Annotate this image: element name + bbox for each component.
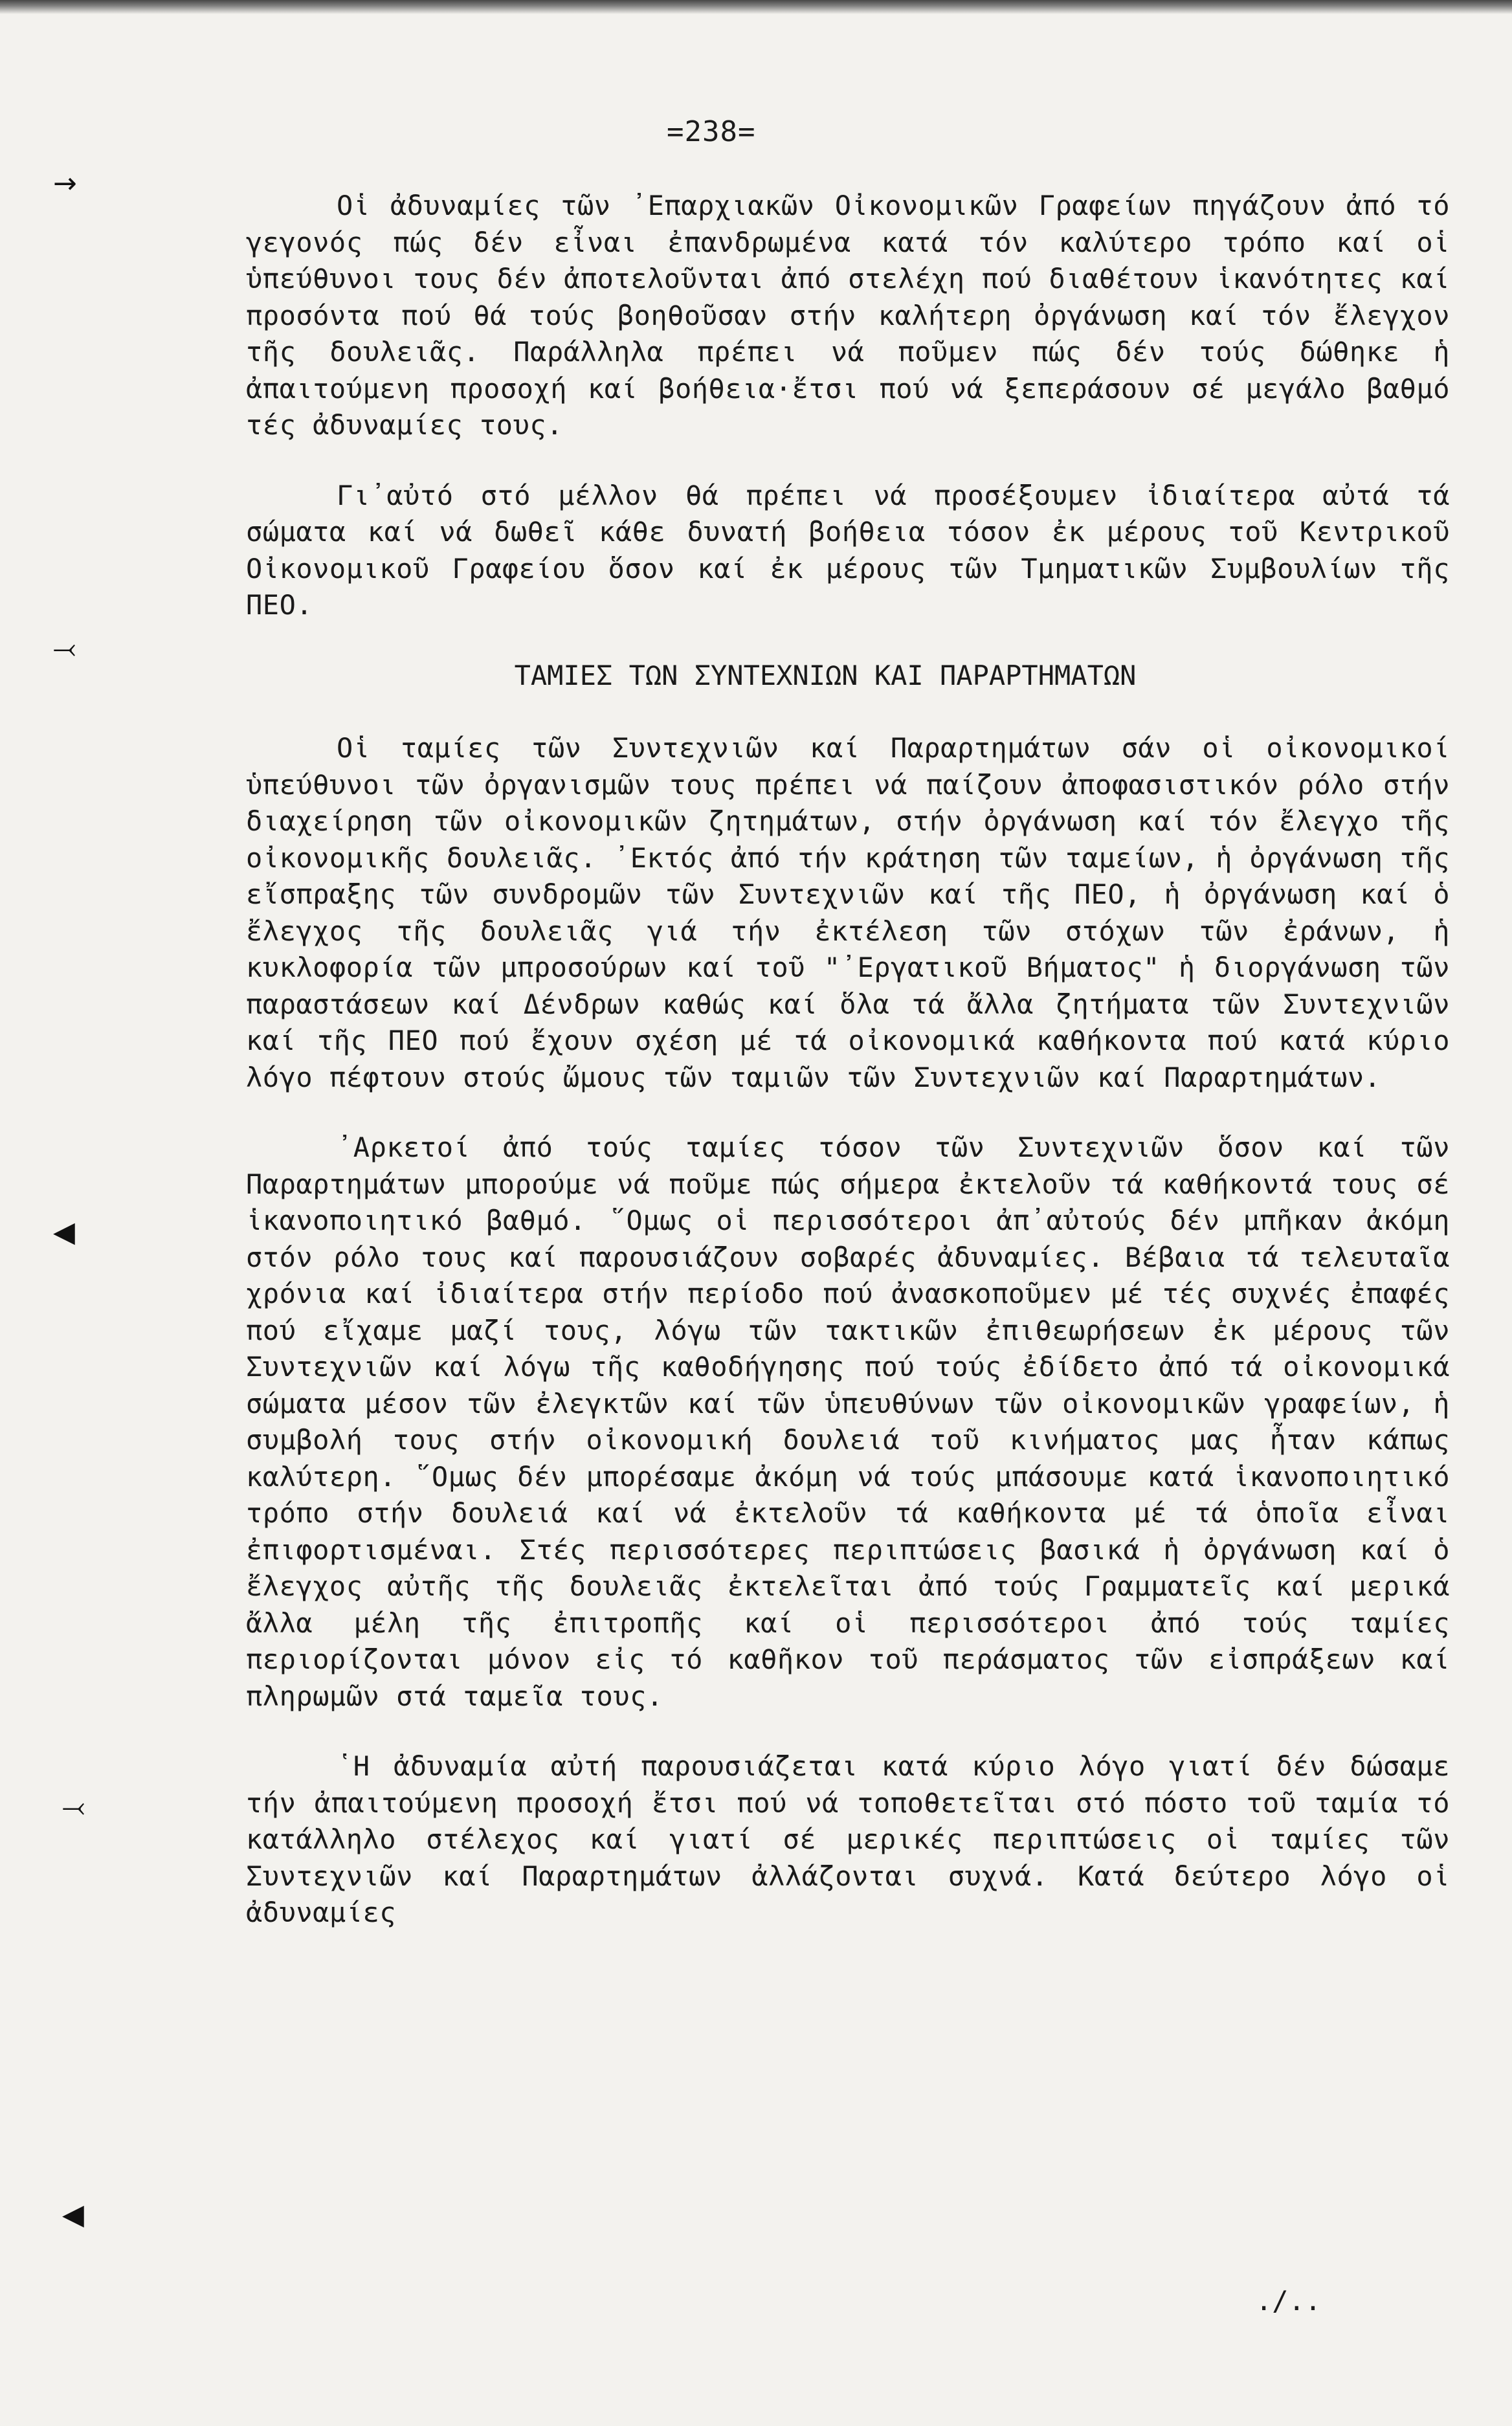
continuation-mark: ./..	[1256, 2285, 1322, 2317]
paragraph: Οἱ ἀδυναμίες τῶν ᾿Επαρχιακῶν Οἰκονομικῶν Γραφείων πηγάζουν ἀπό τό γεγονός πώς δέν εἶναι ἐπανδρωμένα κατά τόν καλύτερο τρόπο καί οἱ ὑπεύθυνοι τους δέν ἀποτελοῦνται ἀπό στελέχη πού διαθέτουν ἱκανότητες καί προσόντα πού θά τούς βοηθοῦσαν στήν καλήτερη ὀργάνωση καί τόν ἔλεγχον τῆς δουλειᾶς. Παράλληλα πρέπει νά ποῦμεν πώς δέν τούς δώθηκε ἡ ἀπαιτούμενη προσοχή καί βοήθεια·ἔτσι πού νά ξεπεράσουν σέ μεγάλο βαθμό τές ἀδυναμίες τους.	[246, 190, 1450, 441]
section-heading: ΤΑΜΙΕΣ ΤΩΝ ΣΥΝΤΕΧΝΙΩΝ ΚΑΙ ΠΑΡΑΡΤΗΜΑΤΩΝ	[514, 659, 1137, 691]
margin-mark-blot: ◀	[53, 1216, 75, 1249]
margin-mark-tick: ⤙	[53, 632, 76, 665]
paragraph: Γι᾿αὐτό στό μέλλον θά πρέπει νά προσέξουμεν ἰδιαίτερα αὐτά τά σώματα καί νά δωθεῖ κάθε δυνατή βοήθεια τόσον ἐκ μέρους τοῦ Κεντρικοῦ Οἰκονομικοῦ Γραφείου ὅσον καί ἐκ μέρους τῶν Τμηματικῶν Συμβουλίων τῆς ΠΕΟ.	[246, 479, 1450, 621]
document-body	[246, 188, 1450, 1965]
margin-mark-arrow: →	[53, 167, 77, 200]
paragraph: ῾Η ἀδυναμία αὐτή παρουσιάζεται κατά κύριο λόγο γιατί δέν δώσαμε τήν ἀπαιτούμενη προσοχή ἔτσι πού νά τοποθετεῖται στό πόστο τοῦ ταμία τό κατάλληλο στέλεχος καί γιατί σέ μερικές περιπτώσεις οἱ ταμίες τῶν Συντεχνιῶν καί Παραρτημάτων ἀλλάζονται συχνά. Κατά δεύτερο λόγο οἱ ἀδυναμίες	[246, 1750, 1450, 1928]
scan-top-edge	[0, 0, 1512, 14]
page-number: =238=	[667, 115, 756, 148]
margin-mark-blot: ◀	[62, 2198, 84, 2231]
paragraph: Οἱ ταμίες τῶν Συντεχνιῶν καί Παραρτημάτων σάν οἱ οἰκονομικοί ὑπεύθυνοι τῶν ὀργανισμῶν τους πρέπει νά παίζουν ἀποφασιστικόν ρόλο στήν διαχείρηση τῶν οἰκονομικῶν ζητημάτων, στήν ὀργάνωση καί τόν ἔλεγχο τῆς οἰκονομικῆς δουλειᾶς. ᾿Εκτός ἀπό τήν κράτηση τῶν ταμείων, ἡ ὀργάνωση τῆς εἴσπραξης τῶν συνδρομῶν τῶν Συντεχνιῶν καί τῆς ΠΕΟ, ἡ ὀργάνωση καί ὁ ἔλεγχος τῆς δουλειᾶς γιά τήν ἐκτέλεση τῶν στόχων τῶν ἐράνων, ἡ κυκλοφορία τῶν μπροσούρων καί τοῦ "᾿Εργατικοῦ Βήματος" ἡ διοργάνωση τῶν παραστάσεων καί Δένδρων καθώς καί ὅλα τά ἄλλα ζητήματα τῶν Συντεχνιῶν καί τῆς ΠΕΟ πού ἔχουν σχέση μέ τά οἰκονομικά καθήκοντα πού κατά κύριο λόγο πέφτουν στούς ὤμους τῶν ταμιῶν τῶν Συντεχνιῶν καί Παραρτημάτων.	[246, 732, 1450, 1093]
margin-mark-tick: ⤙	[62, 1790, 85, 1823]
paragraph: ᾿Αρκετοί ἀπό τούς ταμίες τόσον τῶν Συντεχνιῶν ὅσον καί τῶν Παραρτημάτων μπορούμε νά ποῦμε πώς σήμερα ἐκτελοῦν τά καθήκοντά τους σέ ἱκανοποιητικό βαθμό. ῞Ομως οἱ περισσότεροι ἀπ᾿αὐτούς δέν μπῆκαν ἀκόμη στόν ρόλο τους καί παρουσιάζουν σοβαρές ἀδυναμίες. Βέβαια τά τελευταῖα χρόνια καί ἰδιαίτερα στήν περίοδο πού ἀνασκοποῦμεν μέ τές συχνές ἐπαφές πού εἴχαμε μαζί τους, λόγω τῶν τακτικῶν ἐπιθεωρήσεων ἐκ μέρους τῶν Συντεχνιῶν καί λόγω τῆς καθοδήγησης πού τούς ἐδίδετο ἀπό τά οἰκονομικά σώματα μέσον τῶν ἐλεγκτῶν καί τῶν ὑπευθύνων τῶν οἰκονομικῶν γραφείων, ἡ συμβολή τους στήν οἰκονομική δουλειά τοῦ κινήματος μας ἦταν κάπως καλύτερη. ῞Ομως δέν μπορέσαμε ἀκόμη νά τούς μπάσουμε κατά ἱκανοποιητικό τρόπο στήν δουλειά καί νά ἐκτελοῦν τά καθήκοντα μέ τά ὁποῖα εἶναι ἐπιφορτισμέναι. Στές περισσότερες περιπτώσεις βασικά ἡ ὀργάνωση καί ὁ ἔλεγχος αὐτῆς τῆς δουλειᾶς ἐκτελεῖται ἀπό τούς Γραμματεῖς καί μερικά ἄλλα μέλη τῆς ἐπιτροπῆς καί οἱ περισσότεροι ἀπό τούς ταμίες περιορίζονται μόνον εἰς τό καθῆκον τοῦ περάσματος τῶν εἰσπράξεων καί πληρωμῶν στά ταμεῖα τους.	[246, 1131, 1450, 1712]
